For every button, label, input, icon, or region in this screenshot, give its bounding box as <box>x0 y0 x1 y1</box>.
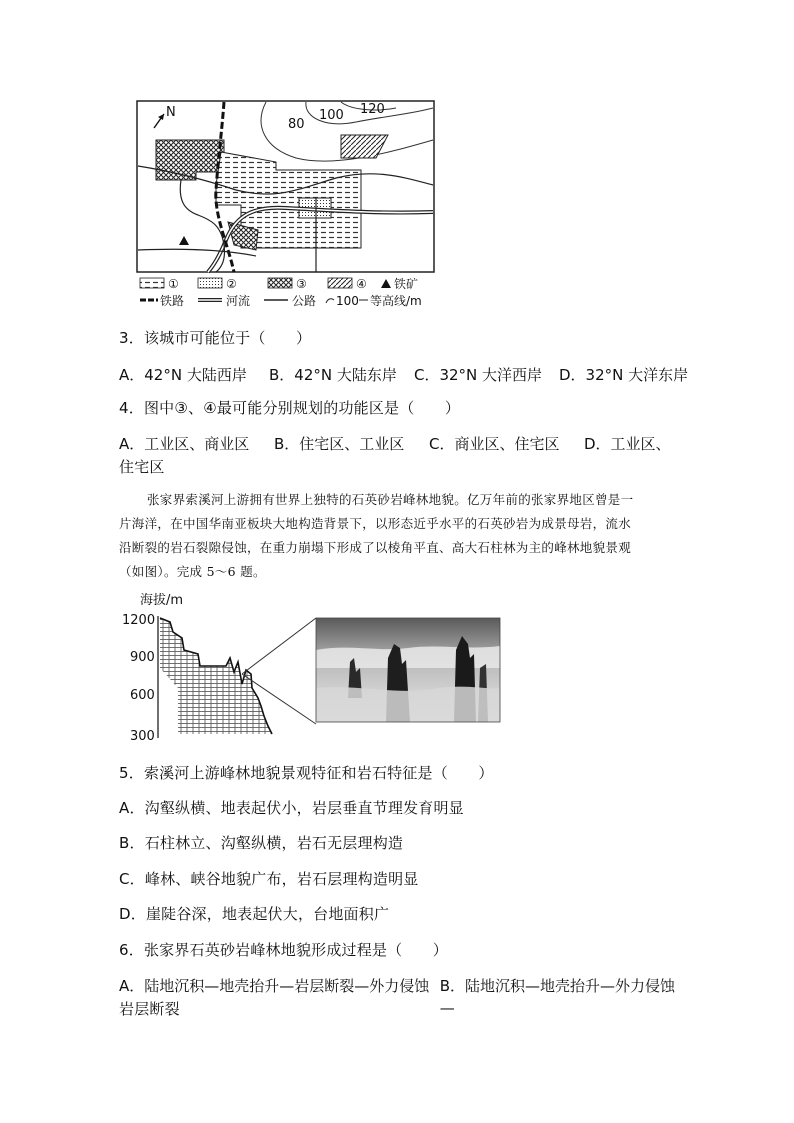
legend-label-2: ② <box>226 277 237 291</box>
q3-option-d[interactable]: D．32°N 大洋东岸 <box>559 366 689 384</box>
q4-option-b[interactable]: B．住宅区、工业区 <box>274 435 405 453</box>
passage-line-3: 沿断裂的岩石裂隙侵蚀，在重力崩塌下形成了以棱角平直、高大石柱林为主的峰林地貌景观 <box>119 540 632 555</box>
q5-option-d[interactable]: D．崖陡谷深，地表起伏大，台地面积广 <box>119 905 390 923</box>
legend-railway-label: 铁路 <box>160 294 185 308</box>
contour-label-100: 100 <box>319 108 344 123</box>
legend-swatch-1 <box>140 278 164 288</box>
q5-option-b[interactable]: B．石柱林立、沟壑纵横，岩石无层理构造 <box>119 834 404 852</box>
legend-swatch-2 <box>198 278 222 288</box>
legend-iron-mine-icon <box>381 279 391 288</box>
north-label: N <box>166 105 176 120</box>
legend-label-3: ③ <box>296 277 307 291</box>
question-6-stem: 6．张家界石英砂岩峰林地貌形成过程是（ ） <box>119 941 448 959</box>
question-3-options <box>119 364 689 386</box>
legend-label-1: ① <box>168 277 179 291</box>
legend-river-label: 河流 <box>226 294 251 308</box>
q3-option-a[interactable]: A．42°N 大陆西岸 <box>119 366 247 384</box>
question-3-stem: 3．该城市可能位于（ ） <box>119 329 312 347</box>
question-4-options <box>119 433 689 455</box>
legend-label-4: ④ <box>356 277 367 291</box>
q5-option-a[interactable]: A．沟壑纵横、地表起伏小，岩层垂直节理发育明显 <box>119 799 464 817</box>
q6-option-b-wrap: 岩层断裂 <box>119 1000 180 1018</box>
q5-option-c[interactable]: C．峰林、峡谷地貌广布，岩石层理构造明显 <box>119 870 419 888</box>
q3-option-b[interactable]: B．42°N 大陆东岸 <box>269 366 397 384</box>
q4-option-d[interactable]: D．工业区、 <box>584 435 671 453</box>
contour-label-80: 80 <box>288 117 305 132</box>
legend-contour-label: 等高线/m <box>370 294 422 308</box>
q6-option-a[interactable]: A．陆地沉积—地壳抬升—岩层断裂—外力侵蚀 <box>119 977 430 995</box>
q3-option-c[interactable]: C．32°N 大洋西岸 <box>414 366 543 384</box>
zoom-line-top <box>242 618 316 674</box>
tick-600: 600 <box>130 688 155 703</box>
passage-line-1: 张家界索溪河上游拥有世界上独特的石英砂岩峰林地貌。亿万年前的张家界地区曾是一 <box>147 492 634 507</box>
contour-label-120: 120 <box>360 102 385 117</box>
tick-900: 900 <box>130 650 155 665</box>
legend-contour-icon <box>326 299 334 303</box>
q4-option-a[interactable]: A．工业区、商业区 <box>119 435 250 453</box>
question-4-stem: 4．图中③、④最可能分别规划的功能区是（ ） <box>119 399 461 417</box>
q4-option-c[interactable]: C．商业区、住宅区 <box>429 435 560 453</box>
legend-iron-mine-label: 铁矿 <box>394 277 419 291</box>
q6-option-b[interactable]: B．陆地沉积—地壳抬升—外力侵蚀— <box>439 977 675 1017</box>
legend-swatch-3 <box>268 278 292 288</box>
passage-line-4: （如图）。完成 5～6 题。 <box>119 564 266 579</box>
question-6-options <box>119 975 689 1019</box>
q4-option-d-wrap: 住宅区 <box>119 458 165 476</box>
legend-contour-value: 100 <box>336 294 359 308</box>
question-5-stem: 5．索溪河上游峰林地貌景观特征和岩石特征是（ ） <box>119 764 494 782</box>
tick-300: 300 <box>130 729 155 744</box>
tick-1200: 1200 <box>122 613 156 628</box>
legend-swatch-4 <box>328 278 352 288</box>
profile-ylabel: 海拔/m <box>140 593 184 608</box>
legend-highway-label: 公路 <box>292 294 317 308</box>
sandstone-peak-photo <box>316 618 500 722</box>
passage-line-2: 片海洋，在中国华南亚板块大地构造背景下，以形态近乎水平的石英砂岩为成景母岩，流水 <box>119 516 632 531</box>
city-map-figure <box>136 100 436 310</box>
passage-block <box>119 488 699 584</box>
elevation-profile-figure <box>118 588 508 746</box>
